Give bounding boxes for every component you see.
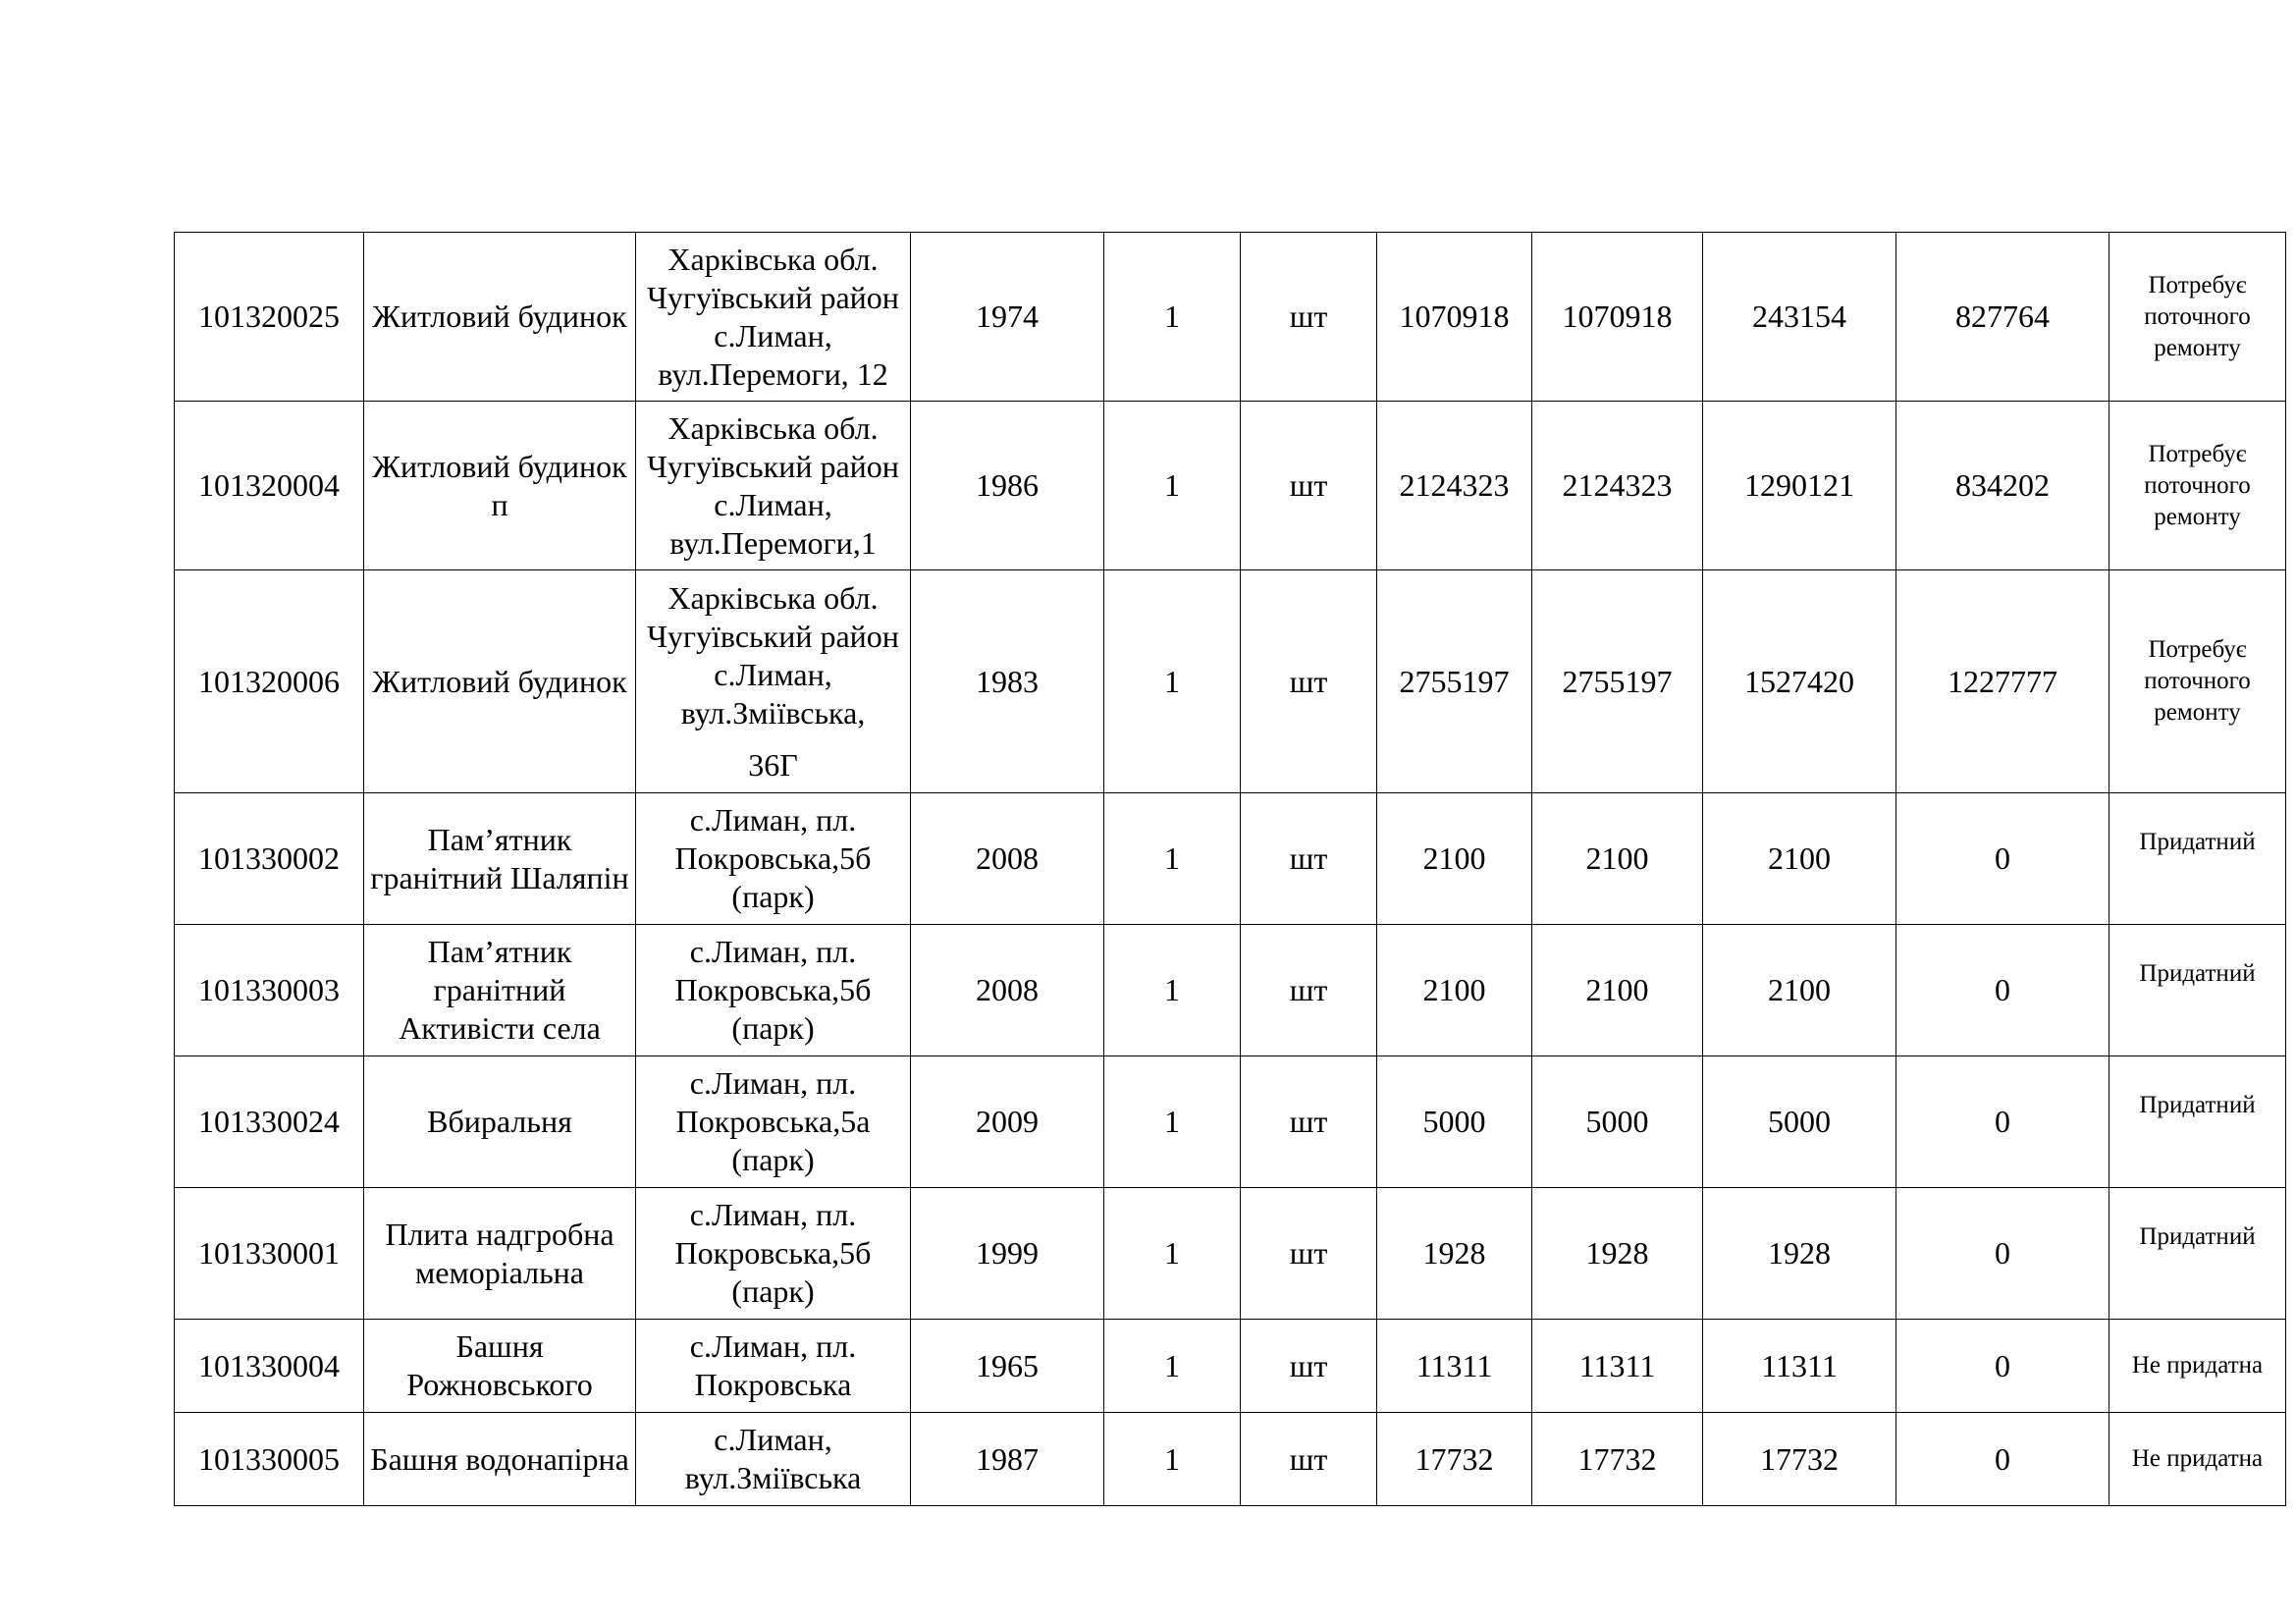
- table-row: [175, 1188, 2286, 1320]
- value-cell: 5000: [1703, 1056, 1896, 1188]
- inventory-number-cell: 101320025: [175, 233, 364, 402]
- unit-cell: шт: [1241, 233, 1377, 402]
- value-cell: 0: [1896, 793, 2109, 925]
- value-cell: 1928: [1532, 1188, 1703, 1320]
- quantity-cell: 1: [1104, 233, 1241, 402]
- object-name-cell: Башня Рожновського: [364, 1320, 636, 1413]
- quantity-cell: 1: [1104, 402, 1241, 570]
- object-name-cell: Житловий будинок: [364, 233, 636, 402]
- assets-table: [174, 232, 2286, 1506]
- table-row: [175, 233, 2286, 402]
- condition-cell: Придатний: [2109, 793, 2286, 925]
- condition-cell: Придатний: [2109, 925, 2286, 1056]
- value-cell: 2755197: [1377, 570, 1532, 793]
- value-cell: 834202: [1896, 402, 2109, 570]
- year-cell: 1987: [911, 1413, 1104, 1506]
- table-row: [175, 1413, 2286, 1506]
- inventory-number-cell: 101330024: [175, 1056, 364, 1188]
- value-cell: 2100: [1377, 793, 1532, 925]
- year-cell: 1999: [911, 1188, 1104, 1320]
- address-text: с.Лиман, пл. Покровська,5б (парк): [674, 1197, 872, 1309]
- quantity-cell: 1: [1104, 570, 1241, 793]
- condition-cell: Придатний: [2109, 1188, 2286, 1320]
- quantity-cell: 1: [1104, 1188, 1241, 1320]
- condition-cell: Потребує поточного ремонту: [2109, 402, 2286, 570]
- value-cell: 11311: [1703, 1320, 1896, 1413]
- address-cell: [636, 1188, 911, 1320]
- unit-cell: шт: [1241, 1056, 1377, 1188]
- address-text: Харківська обл. Чугуївський район с.Лиман, вул.Перемоги,1: [647, 409, 899, 561]
- value-cell: 17732: [1703, 1413, 1896, 1506]
- unit-cell: шт: [1241, 925, 1377, 1056]
- object-name-cell: Башня водонапірна: [364, 1413, 636, 1506]
- value-cell: 827764: [1896, 233, 2109, 402]
- address-cell: [636, 1413, 911, 1506]
- value-cell: 2100: [1377, 925, 1532, 1056]
- inventory-number-cell: 101320006: [175, 570, 364, 793]
- address-text: Харківська обл. Чугуївський район с.Лиман, вул.Зміївська,: [647, 579, 899, 731]
- unit-cell: шт: [1241, 793, 1377, 925]
- value-cell: 1070918: [1377, 233, 1532, 402]
- unit-cell: шт: [1241, 402, 1377, 570]
- year-cell: 1986: [911, 402, 1104, 570]
- value-cell: 2100: [1703, 925, 1896, 1056]
- address-tail-text: 36Г: [748, 746, 798, 783]
- year-cell: 1983: [911, 570, 1104, 793]
- condition-cell: Придатний: [2109, 1056, 2286, 1188]
- value-cell: 2100: [1703, 793, 1896, 925]
- inventory-number-cell: 101330004: [175, 1320, 364, 1413]
- address-text: с.Лиман, пл. Покровська: [689, 1328, 857, 1402]
- value-cell: 0: [1896, 925, 2109, 1056]
- table-body: [175, 233, 2286, 1506]
- value-cell: 0: [1896, 1413, 2109, 1506]
- value-cell: 2755197: [1532, 570, 1703, 793]
- value-cell: 1928: [1377, 1188, 1532, 1320]
- address-cell: [636, 1320, 911, 1413]
- table-row: [175, 793, 2286, 925]
- year-cell: 1965: [911, 1320, 1104, 1413]
- quantity-cell: 1: [1104, 1056, 1241, 1188]
- object-name-cell: Пам’ятник гранітний Шаляпін: [364, 793, 636, 925]
- value-cell: 1070918: [1532, 233, 1703, 402]
- value-cell: 1928: [1703, 1188, 1896, 1320]
- value-cell: 1227777: [1896, 570, 2109, 793]
- unit-cell: шт: [1241, 1413, 1377, 1506]
- address-text: Харківська обл. Чугуївський район с.Лиман, вул.Перемоги, 12: [647, 241, 899, 392]
- quantity-cell: 1: [1104, 1413, 1241, 1506]
- address-text: с.Лиман, вул.Зміївська: [684, 1422, 862, 1495]
- object-name-cell: Житловий будинок п: [364, 402, 636, 570]
- object-name-cell: Житловий будинок: [364, 570, 636, 793]
- unit-cell: шт: [1241, 1188, 1377, 1320]
- value-cell: 1290121: [1703, 402, 1896, 570]
- year-cell: 2008: [911, 925, 1104, 1056]
- value-cell: 17732: [1377, 1413, 1532, 1506]
- condition-cell: Потребує поточного ремонту: [2109, 233, 2286, 402]
- unit-cell: шт: [1241, 570, 1377, 793]
- condition-cell: Не придатна: [2109, 1320, 2286, 1413]
- object-name-cell: Плита надгробна меморіальна: [364, 1188, 636, 1320]
- inventory-number-cell: 101330002: [175, 793, 364, 925]
- value-cell: 11311: [1532, 1320, 1703, 1413]
- value-cell: 5000: [1377, 1056, 1532, 1188]
- value-cell: 2124323: [1532, 402, 1703, 570]
- value-cell: 11311: [1377, 1320, 1532, 1413]
- address-cell: [636, 1056, 911, 1188]
- address-cell: [636, 793, 911, 925]
- address-text: с.Лиман, пл. Покровська,5а (парк): [675, 1065, 871, 1177]
- table-row: [175, 1056, 2286, 1188]
- table-row: [175, 925, 2286, 1056]
- address-text: с.Лиман, пл. Покровська,5б (парк): [674, 802, 872, 914]
- address-cell: [636, 925, 911, 1056]
- value-cell: 243154: [1703, 233, 1896, 402]
- table-row: [175, 1320, 2286, 1413]
- quantity-cell: 1: [1104, 1320, 1241, 1413]
- value-cell: 17732: [1532, 1413, 1703, 1506]
- unit-cell: шт: [1241, 1320, 1377, 1413]
- value-cell: 0: [1896, 1056, 2109, 1188]
- address-cell: [636, 402, 911, 570]
- value-cell: 0: [1896, 1188, 2109, 1320]
- value-cell: 5000: [1532, 1056, 1703, 1188]
- address-text: с.Лиман, пл. Покровська,5б (парк): [674, 934, 872, 1046]
- value-cell: 2124323: [1377, 402, 1532, 570]
- year-cell: 2009: [911, 1056, 1104, 1188]
- quantity-cell: 1: [1104, 793, 1241, 925]
- value-cell: 1527420: [1703, 570, 1896, 793]
- inventory-number-cell: 101320004: [175, 402, 364, 570]
- address-cell: [636, 570, 911, 793]
- value-cell: 2100: [1532, 925, 1703, 1056]
- quantity-cell: 1: [1104, 925, 1241, 1056]
- year-cell: 1974: [911, 233, 1104, 402]
- year-cell: 2008: [911, 793, 1104, 925]
- address-cell: [636, 233, 911, 402]
- inventory-number-cell: 101330003: [175, 925, 364, 1056]
- object-name-cell: Пам’ятник гранітний Активісти села: [364, 925, 636, 1056]
- table-row: [175, 570, 2286, 793]
- value-cell: 0: [1896, 1320, 2109, 1413]
- inventory-number-cell: 101330005: [175, 1413, 364, 1506]
- condition-cell: Не придатна: [2109, 1413, 2286, 1506]
- inventory-number-cell: 101330001: [175, 1188, 364, 1320]
- value-cell: 2100: [1532, 793, 1703, 925]
- condition-cell: Потребує поточного ремонту: [2109, 570, 2286, 793]
- object-name-cell: Вбиральня: [364, 1056, 636, 1188]
- table-row: [175, 402, 2286, 570]
